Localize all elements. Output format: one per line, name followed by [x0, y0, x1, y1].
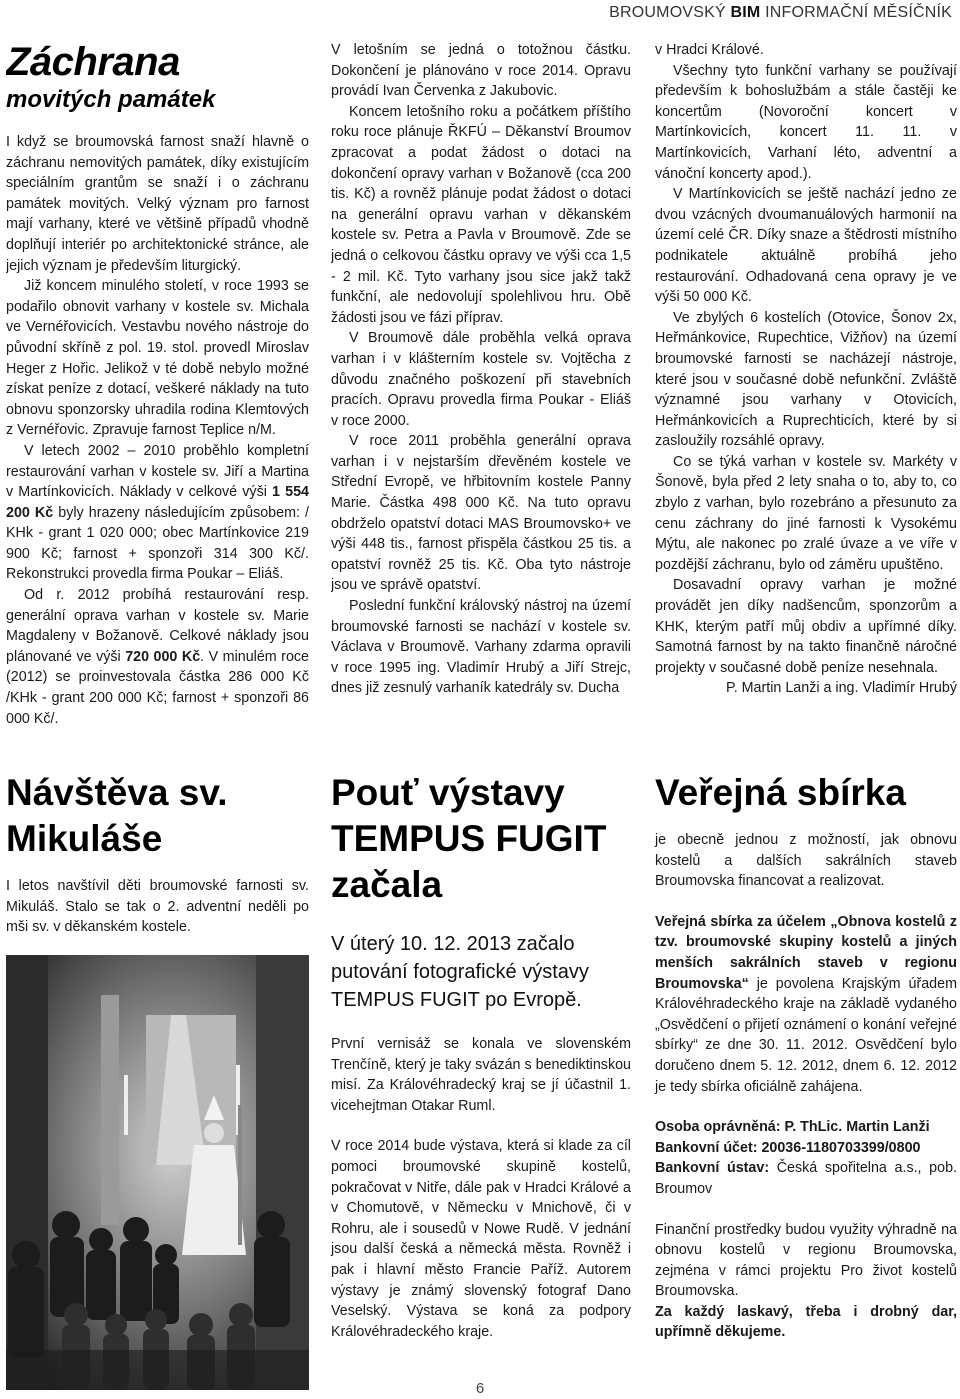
paragraph: V roce 2014 bude výstava, která si klade za cíl pomoci broumovské skupině kostelů, pokračovat v Nitře, dále pak v Hradci Králové a v Chomutově, v Německu v Mnichově, či v Rohru, ale i sousedů v Nowe Rudě. V jednání jsou další česká a německá města. Rovněž i pak i hlavní město Francie Paříž. Autorem výstavy je známý slovenský fotograf Dano Veselský. Výstava se koná za podpory Královéhradeckého kraje.: [331, 1138, 631, 1340]
article-mikulas: [6, 770, 309, 938]
masthead-post: INFORMAČNÍ MĚSÍČNÍK: [760, 4, 952, 21]
article-zachrana-subtitle: movitých památek: [6, 86, 216, 113]
bank-label: Bankovní ústav:: [655, 1160, 777, 1177]
contact-block: [655, 1117, 957, 1199]
paragraph: Dosavadní opravy varhan je možné provádět jen díky nadšencům, sponzorům a KHK, kterým patří můj obdiv a upřímné díky. Samotná farnost by na takto finančně náročné projekty v současné době peníze nesehnala.: [655, 577, 957, 676]
paragraph: První vernisáž se konala ve slovenském Trenčíně, který je taky svázán s benediktinskou misí. Za Královéhradecký kraj se jí účastnil 1. vicehejtman Otakar Ruml.: [331, 1036, 631, 1114]
article-zachrana-col1: [6, 40, 309, 775]
masthead: [609, 4, 952, 22]
article-mikulas-title: [6, 770, 309, 862]
paragraph: [6, 441, 309, 585]
paragraph: V Broumově dále proběhla velká oprava varhan i v klášterním kostele sv. Vojtěcha z důvodu značného poškození při stavebních pracích. Opravu provedla firma Poukar - Eliáš v roce 2000.: [331, 330, 631, 429]
article-zachrana-title: Záchrana: [6, 40, 180, 84]
paragraph: Co se týká varhan v kostele sv. Markéty v Šonově, byla před 2 lety snaha o to, aby to, co zbylo z varhan, bylo rozebráno a přesunuto za cenu záchrany do jiné farnosti k Vysokému Mýtu, ale nakonec po zralé úvaze a ve víře v pozdější záchranu, bylo od záměru upuštěno.: [655, 453, 957, 573]
text-run: V letech 2002 – 2010 proběhlo kompletní restaurování varhan v kostele sv. Jiří a Martina v Martínkovicích. Náklady v celkové výši: [6, 442, 309, 501]
text-run: byly hrazeny následujícím způsobem: / KHk - grant 1 020 000; obec Martínkovice 219 900 Kč; farnost + sponzoři 314 300 Kč/. Rekonstrukci provedla firma Poukar – Eliáš.: [6, 504, 309, 583]
paragraph: Finanční prostředky budou využity výhradně na obnovu kostelů v regionu Broumovska, zejména v rámci projektu Pro život kostelů Broumovska.: [655, 1221, 957, 1300]
article-mikulas-body: I letos navštívil děti broumovské farnosti sv. Mikuláš. Stalo se tak o 2. adventní neděli po mši sv. v děkanském kostele.: [6, 878, 309, 936]
title-line: Pouť výstavy: [331, 772, 565, 813]
paragraph: V roce 2011 proběhla generální oprava varhan i v nejstarším dřevěném kostele ve Střední Evropě, ve hřbitovním kostele Panny Marie. Částka 498 000 Kč. Na tuto opravu obdrželo opatství dotaci MAS Broumovsko+ ve výši 448 tis., farnost přispěla částkou 25 tis. a opatství rovněž 25 tis. Kč. Oba tyto nástroje jsou ve správě opatství.: [331, 433, 631, 594]
paragraph: Ve zbylých 6 kostelích (Otovice, Šonov 2x, Heřmánkovice, Rupechtice, Vižňov) na území broumovské farnosti se nacházejí nástroje, které jsou v současné době nefunkční. Zvláště významné jsou varhany v Otovicích, Heřmánkovicích a Ruprechticích, které by si zasloužily rozsáhlé opravy.: [655, 309, 957, 450]
article-sbirka-title: Veřejná sbírka: [655, 772, 906, 813]
title-line: začala: [331, 864, 443, 905]
article-tempus-fugit: [331, 770, 631, 1342]
account-label: Bankovní účet:: [655, 1139, 762, 1156]
amount-bold: 720 000 Kč: [125, 648, 201, 665]
paragraph: [655, 912, 957, 1097]
paragraph: Všechny tyto funkční varhany se používají především k bohoslužbám a stále častěji ke koncertům (Novoroční koncert v Martínkovicích, koncert 11. 11. v Martínkovicích, Varhaní léto, adventní a vánoční koncerty apod.).: [655, 62, 957, 182]
article-tempus-lead: V úterý 10. 12. 2013 začalo putování fotografické výstavy TEMPUS FUGIT po Evropě.: [331, 933, 589, 1011]
paragraph: v Hradci Králové.: [655, 42, 764, 58]
text-bold: Veřejná sbírka za účelem „Obnova kostelů z tzv. broumovské skupiny kostelů a jiných menších sakrálních staveb v regionu Broumovska“: [655, 913, 957, 992]
paragraph: Poslední funkční královský nástroj na území broumovské farnosti se nachází v kostele sv. Václava v Broumově. Varhany zdarma opravili v roce 1995 ing. Vladimír Hrubý a Jiří Strejc, dnes již zesnulý varhaník katedrály sv. Ducha: [331, 598, 631, 697]
paragraph: je obecně jednou z možností, jak obnovu kostelů a dalších sakrálních staveb Broumovska financovat a realizovat.: [655, 832, 957, 890]
text-run: . V minulém roce (2012) se proinvestovala částka 286 000 Kč /KHk - grant 200 000 Kč; farnost + sponzoři 86 000 Kč/.: [6, 648, 309, 727]
paragraph: V letošním se jedná o totožnou částku. Dokončení je plánováno v roce 2014. Opravu provádí Ivan Červenka z Jakubovic.: [331, 42, 631, 100]
page-number: 6: [475, 1380, 485, 1397]
article-zachrana-col3: [655, 40, 957, 760]
masthead-pre: BROUMOVSKÝ: [609, 4, 731, 21]
article-tempus-title: [331, 770, 631, 908]
title-line: Návštěva sv.: [6, 772, 228, 813]
thanks: Za každý laskavý, třeba i drobný dar, upřímně děkujeme.: [655, 1303, 957, 1341]
contact-person: Osoba oprávněná: P. ThLic. Martin Lanži: [655, 1119, 930, 1136]
paragraph: I když se broumovská farnost snaží hlavně o záchranu nemovitých památek, díky existujícím speciálním grantům se snaží i o záchranu památek movitých. Velký význam pro farnost mají varhany, které ve většině případů vhodně doplňují interiér po architektonické stránce, ale jejich význam je především liturgický.: [6, 134, 309, 274]
article-zachrana-col2: [331, 40, 631, 740]
title-line: TEMPUS FUGIT: [331, 818, 607, 859]
text-run: Od r. 2012 probíhá restaurování resp. generální oprava varhan v kostele sv. Marie Magdaleny v Božanově. Celkové náklady jsou plánované ve výši: [6, 587, 309, 665]
masthead-bold: BIM: [730, 4, 761, 21]
account-value: 20036-1180703399/0800: [761, 1139, 921, 1156]
paragraph: V Martínkovicích se ještě nachází jedno ze dvou vzácných dvoumanuálových harmonií na území celé ČR. Díky snaze a štědrosti místního podnikatele aktuálně probíhá jeho restaurování. Odhadovaná cena opravy je ve výši 50 000 Kč.: [655, 186, 957, 306]
signature: P. Martin Lanži a ing. Vladimír Hrubý: [726, 680, 957, 697]
amount-bold: 1 554 200 Kč: [6, 484, 309, 521]
paragraph: Koncem letošního roku a počátkem příštího roku roce plánuje ŘKFÚ – Děkanství Broumov zpracovat a podat žádost o dotaci na dokončení opravy varhan v Božanově (cca 200 tis. Kč) a rovněž plánuje podat žádost o dotaci na generální opravu varhan v děkanském kostele sv. Petra a Pavla v Broumově. Zde se jedná o celkovou částku opravy ve výši cca 1,5 - 2 mil. Kč. Tyto varhany jsou sice jakž takž funkční, ale nedovolují spolehlivou hru. Obě žádosti jsou ve fázi příprav.: [331, 103, 631, 326]
article-verejna-sbirka: [655, 770, 957, 1343]
text-run: je povolena Krajským úřadem Královéhradeckého kraje na základě vydaného „Osvědčení o přijetí oznámení o konání veřejné sbírky“ ze dne 30. 11. 2012. Osvědčení bylo doručeno dnem 5. 12. 2012, dnem 6. 12. 2012 je tedy sbírka oficiálně zahájena.: [655, 975, 957, 1095]
photo-mikulas-church: [6, 955, 309, 1390]
paragraph: [6, 585, 309, 729]
paragraph: Již koncem minulého století, v roce 1993 se podařilo obnovit varhany v kostele sv. Michala ve Vernéřovicích. Vestavbu nového nástroje do původní skříně z pol. 19. stol. provedl Miroslav Heger z Hořic. Jelikož v té době nebylo možné získat peníze z dotací, veškeré náklady na tuto obnovu sponzorsky uhradila rodina Klemtových z Vernéřovic. Zpravuje farnost Teplice n/M.: [6, 278, 309, 439]
bank-value: Česká spořitelna a.s., pob. Broumov: [655, 1160, 957, 1197]
title-line: Mikuláše: [6, 818, 163, 859]
